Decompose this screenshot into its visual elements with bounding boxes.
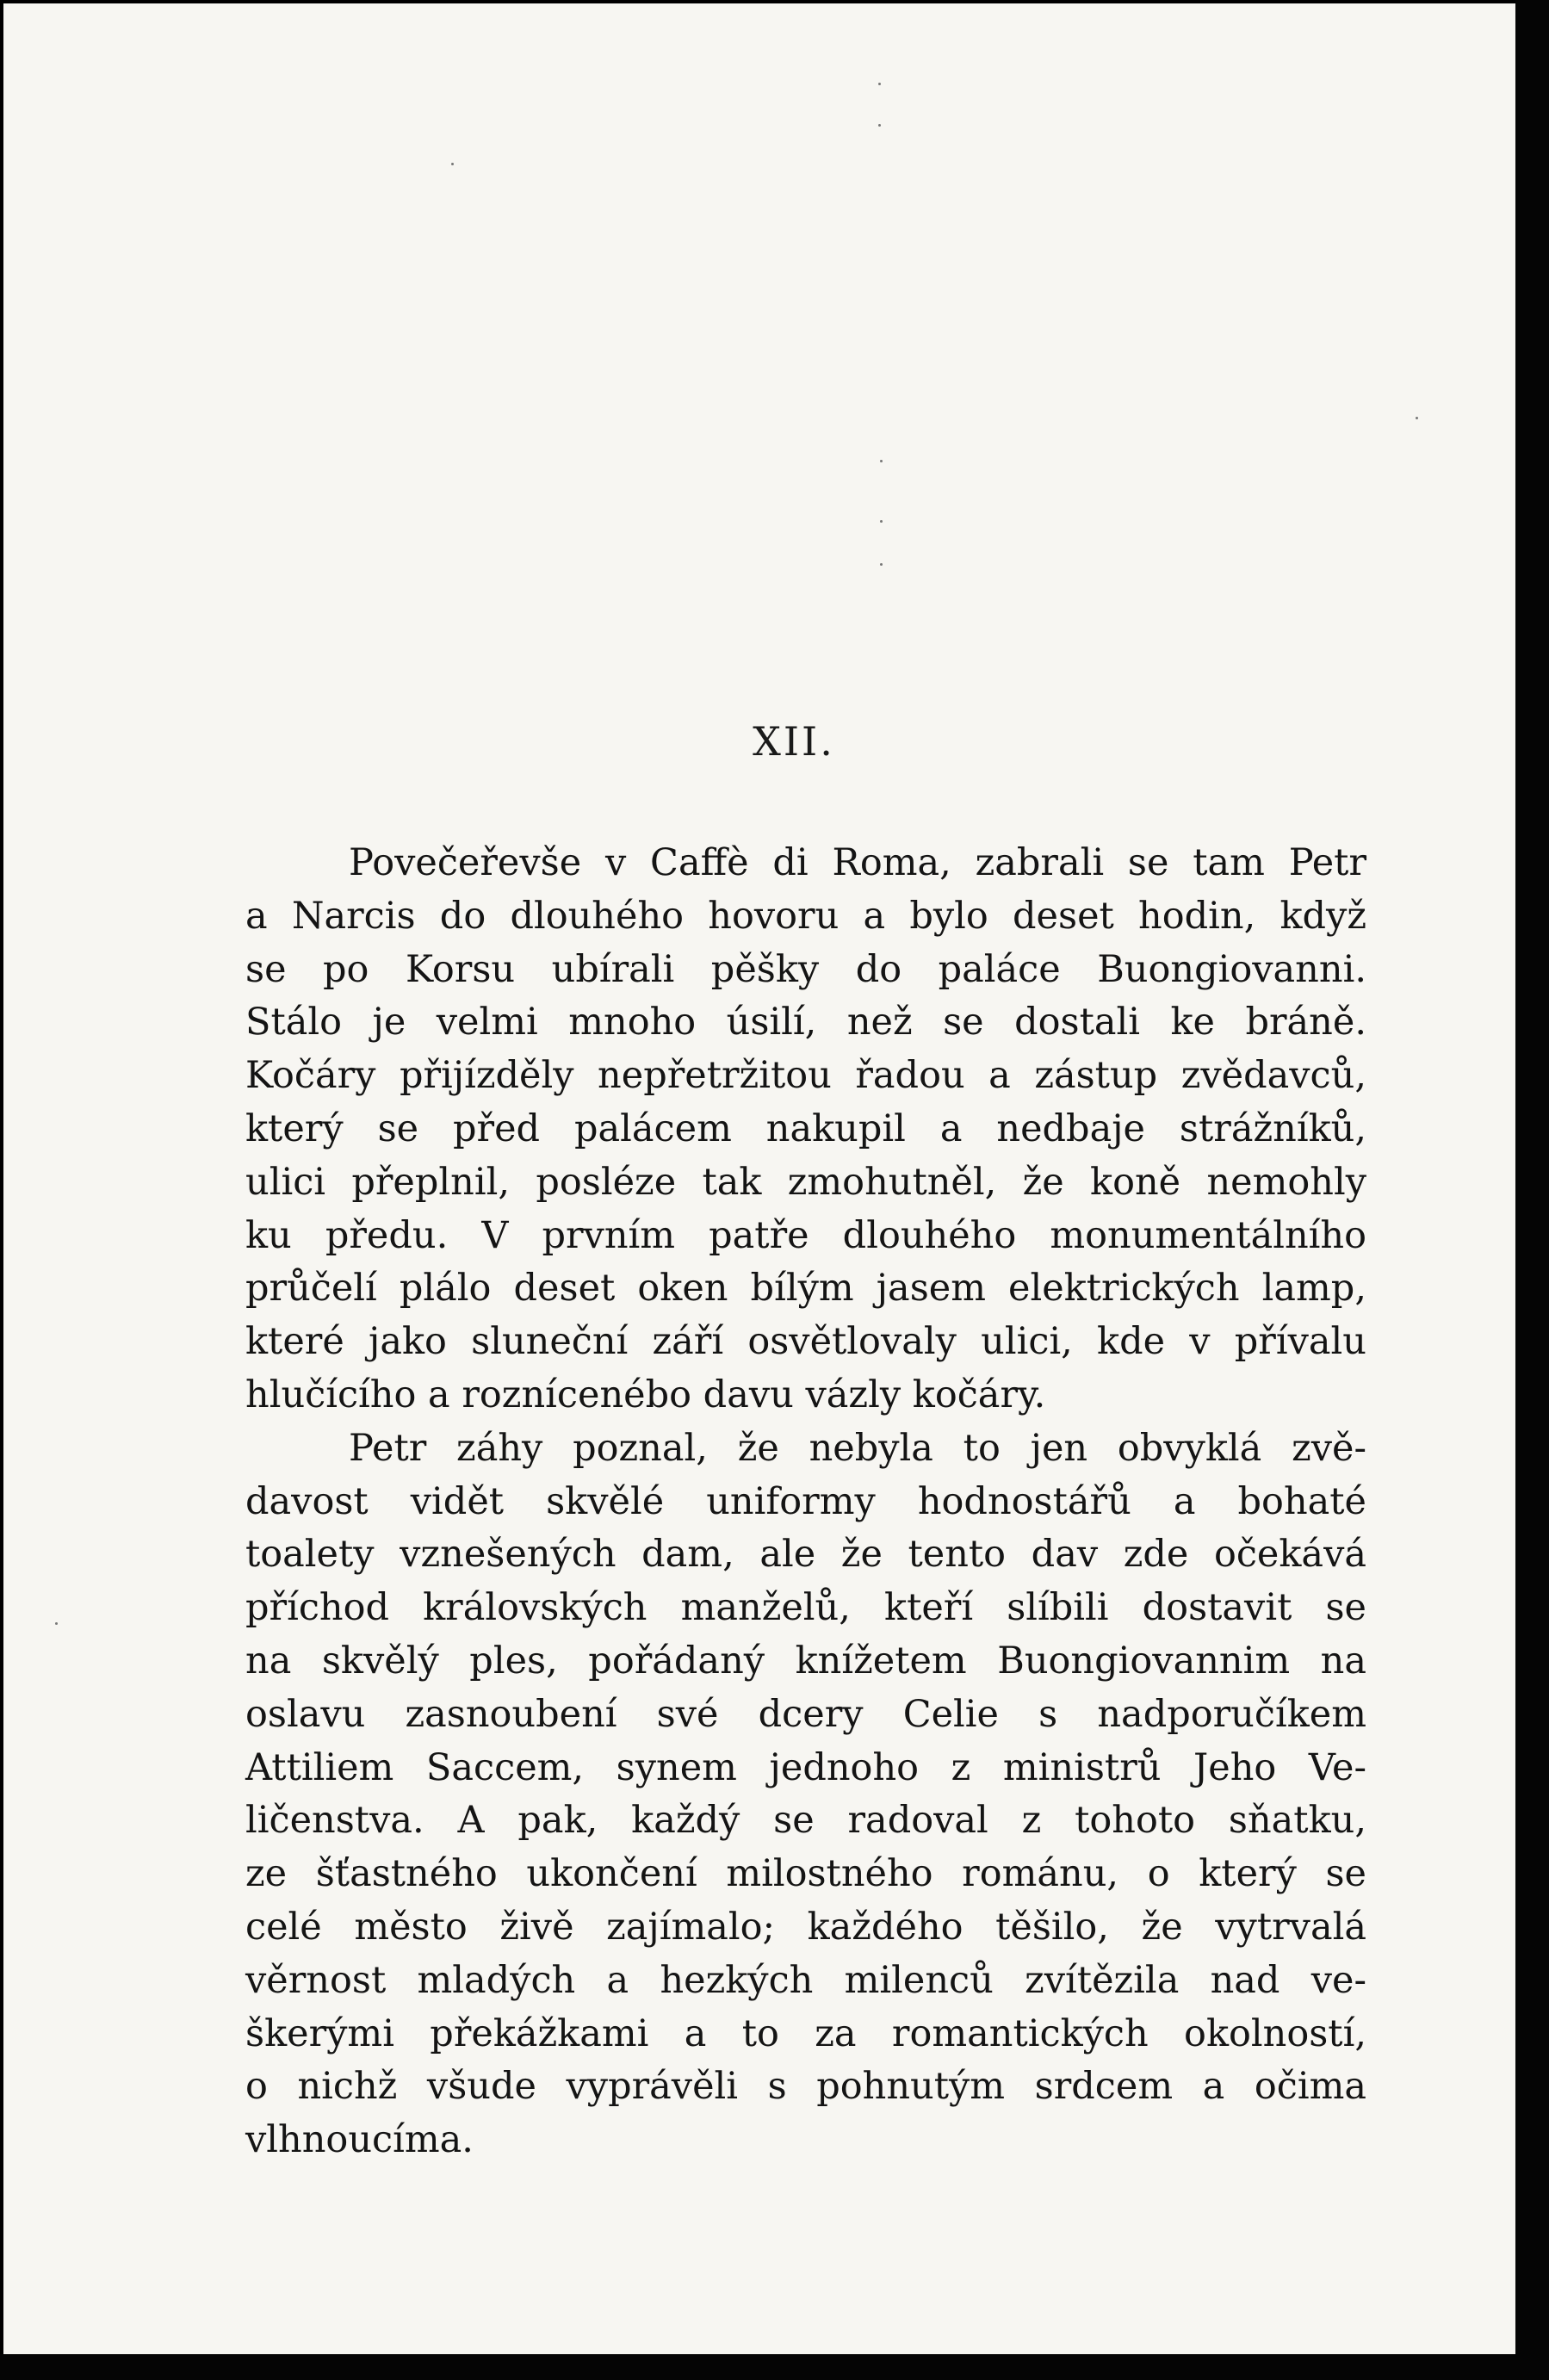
text-line: které jako sluneční září osvětlovaly ulici, kde v přívalu <box>245 1320 1366 1364</box>
body-text <box>245 837 1366 2167</box>
paper-sheet <box>3 3 1515 2354</box>
text-line: ulici přeplnil, posléze tak zmohutněl, že koně nemohly <box>245 1160 1366 1204</box>
text-line: ličenstva. A pak, každý se radoval z tohoto sňatku, <box>245 1799 1366 1843</box>
text-line: na skvělý ples, pořádaný knížetem Buongiovannim na <box>245 1639 1366 1683</box>
paper-speck <box>880 460 883 462</box>
text-line: průčelí plálo deset oken bílým jasem elektrických lamp, <box>245 1267 1366 1311</box>
text-line: a Narcis do dlouhého hovoru a bylo deset hodin, když <box>245 894 1366 938</box>
text-line: Petr záhy poznal, že nebyla to jen obvyklá zvě- <box>349 1426 1366 1470</box>
paragraph-1 <box>245 837 1366 1422</box>
text-line: Attiliem Saccem, synem jednoho z ministrů Jeho Ve- <box>245 1745 1366 1789</box>
paper-speck <box>878 124 881 127</box>
text-line: Stálo je velmi mnoho úsilí, než se dostali ke bráně. <box>245 1001 1366 1044</box>
text-line: škerými překážkami a to za romantických okolností, <box>245 2011 1366 2055</box>
paper-speck <box>880 520 883 523</box>
text-line: který se před palácem nakupil a nedbaje strážníků, <box>245 1106 1366 1150</box>
scan-edge-right <box>1515 0 1549 2380</box>
paper-speck <box>880 563 883 566</box>
text-line: Kočáry přijízděly nepřetržitou řadou a zástup zvědavců, <box>245 1054 1366 1098</box>
paragraph-2 <box>245 1422 1366 2167</box>
text-line: ku předu. V prvním patře dlouhého monumentálního <box>245 1213 1366 1257</box>
text-line: Povečeřevše v Caffè di Roma, zabrali se tam Petr <box>349 841 1366 884</box>
text-line: hlučícího a roznícenébo davu vázly kočáry. <box>245 1373 1046 1416</box>
text-line: toalety vznešených dam, ale že tento dav zde očekává <box>245 1533 1366 1577</box>
text-line: o nichž všude vyprávěli s pohnutým srdcem a očima <box>245 2065 1366 2109</box>
scan-edge-bottom <box>0 2354 1549 2380</box>
text-line: se po Korsu ubírali pěšky do paláce Buongiovanni. <box>245 947 1366 991</box>
text-line: věrnost mladých a hezkých milenců zvítězila nad ve- <box>245 1958 1366 2002</box>
text-line: davost vidět skvělé uniformy hodnostářů a bohaté <box>245 1479 1366 1523</box>
text-line: příchod královských manželů, kteří slíbili dostavit se <box>245 1586 1366 1630</box>
text-line: celé město živě zajímalo; každého těšilo, že vytrvalá <box>245 1905 1366 1949</box>
paper-speck <box>451 163 454 165</box>
text-line: vlhnoucíma. <box>245 2118 474 2162</box>
paper-speck <box>878 83 881 85</box>
chapter-heading: XII. <box>753 718 835 765</box>
paper-speck <box>55 1622 58 1625</box>
text-line: oslavu zasnoubení své dcery Celie s nadporučíkem <box>245 1692 1366 1736</box>
text-line: ze šťastného ukončení milostného románu, o který se <box>245 1852 1366 1896</box>
paper-speck <box>1416 417 1418 419</box>
